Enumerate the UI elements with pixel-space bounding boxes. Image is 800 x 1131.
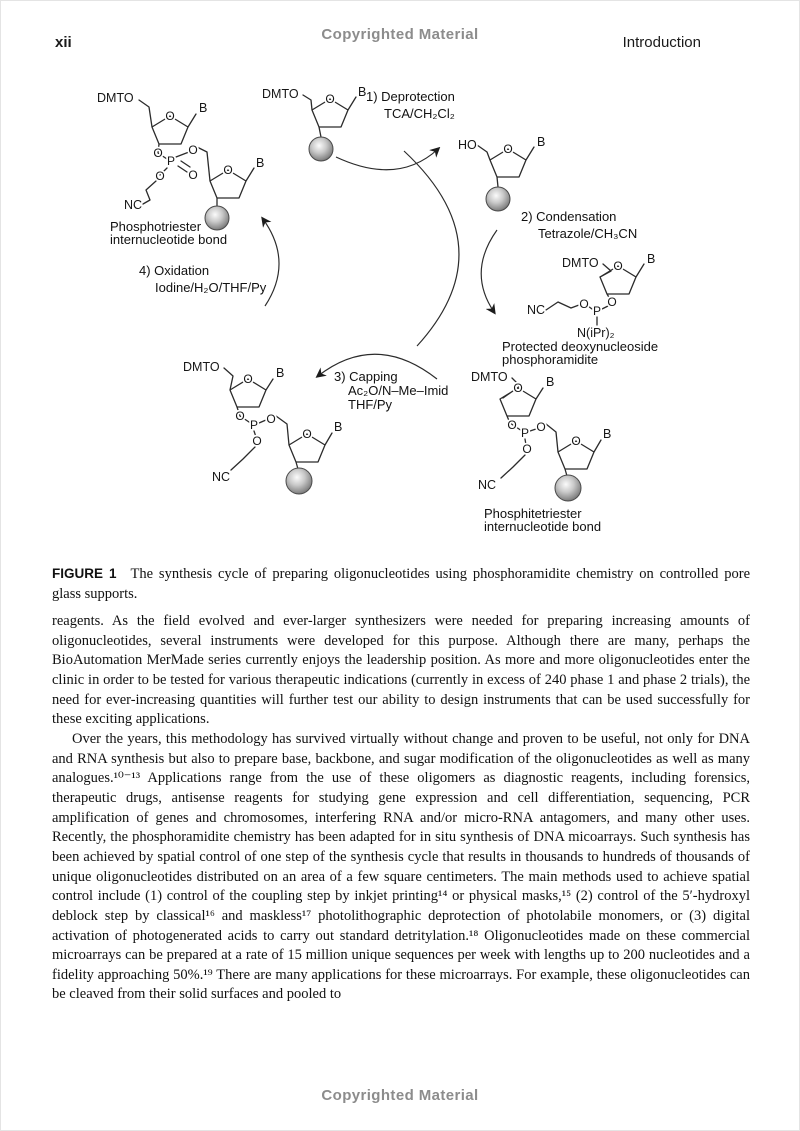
atom-label-b: B — [537, 135, 546, 149]
bottom-watermark: Copyrighted Material — [321, 1087, 479, 1104]
atom-label-p: P — [166, 154, 176, 168]
step4-reagents: Iodine/H₂O/THF/Py — [155, 280, 267, 295]
atom-label-dmto: DMTO — [183, 360, 220, 374]
atom-label-ho: HO — [458, 138, 477, 152]
atom-label-o: O — [607, 295, 617, 309]
atom-label-b: B — [603, 427, 612, 441]
atom-label-nc: NC — [124, 198, 143, 212]
atom-label-o: O — [579, 297, 589, 311]
atom-label-o: O — [235, 409, 245, 423]
atom-label-b: B — [276, 366, 285, 380]
step3-capping — [334, 369, 448, 412]
atom-label-dmto: DMTO — [562, 256, 599, 270]
atom-label-o: O — [223, 163, 233, 177]
atom-label-b: B — [358, 85, 367, 99]
step3-reagents2: THF/Py — [348, 397, 393, 412]
synthesis-cycle-diagram — [0, 75, 800, 545]
structure-support-dmt — [262, 85, 366, 161]
structure-phosphite-dimer — [183, 360, 342, 494]
atom-label-o: O — [503, 142, 513, 156]
atom-label-o: O — [188, 168, 198, 182]
atom-label-nc: NC — [212, 470, 231, 484]
atom-label-b: B — [334, 420, 343, 434]
atom-label-o: O — [188, 143, 198, 157]
atom-label-p: P — [249, 418, 259, 432]
cycle-circle-right — [404, 151, 459, 346]
step1-deprotection — [366, 89, 455, 121]
atom-label-o: O — [536, 420, 546, 434]
atom-label-o: O — [165, 109, 175, 123]
cpg-bead — [555, 475, 581, 501]
paragraph-1: reagents. As the field evolved and ever-larger synthesizers were needed for preparing increasing amounts of oligonucleotides, several instruments were developed for this purpose. Although there are many, perhaps the BioAutomation MerMade series currently enjoys the leadership position. As more and more oligonucleotides enter the clinic in order to be tested for various therapeutic indications (currently in excess of 240 phase 1 and phase 2 trials), the need for ever-increasing quantities will further test our ability to design instruments that can be used successfully for these exciting applications. — [52, 613, 750, 728]
cpg-bead — [309, 137, 333, 161]
atom-label-nc: NC — [527, 303, 546, 317]
structure-phosphoramidite — [502, 252, 658, 367]
step3-reagents: Ac₂O/N–Me–Imid — [348, 383, 449, 398]
structure-label: Phosphotriester — [110, 219, 202, 234]
structure-label: internucleotide bond — [110, 232, 228, 247]
page-number: xii — [55, 34, 72, 51]
body-text — [52, 612, 750, 1005]
structure-support-ho — [458, 135, 545, 211]
atom-label-o: O — [153, 146, 163, 160]
atom-label-p: P — [520, 426, 530, 440]
atom-label-dmto: DMTO — [97, 91, 134, 105]
structure-label: Protected deoxynucleoside — [502, 339, 659, 354]
atom-label-b: B — [256, 156, 265, 170]
atom-label-o: O — [266, 412, 276, 426]
atom-label-dmto: DMTO — [262, 87, 299, 101]
step4-label: 4) Oxidation — [139, 263, 210, 278]
atom-label-o: O — [325, 92, 335, 106]
atom-label-o: O — [571, 434, 581, 448]
cpg-bead — [286, 468, 312, 494]
cycle-arrow-condensation — [481, 230, 497, 312]
atom-label-o: O — [513, 381, 523, 395]
figure-caption — [52, 564, 750, 604]
atom-label-o: O — [252, 434, 262, 448]
atom-label-o: O — [522, 442, 532, 456]
top-watermark: Copyrighted Material — [321, 26, 479, 43]
figure-caption-text: The synthesis cycle of preparing oligonucleotides using phosphoramidite chemistry on controlled pore glass supports. — [52, 565, 750, 602]
step4-oxidation — [139, 263, 267, 295]
atom-label-dmto: DMTO — [471, 370, 508, 384]
atom-label-b: B — [199, 101, 208, 115]
atom-label-o: O — [302, 427, 312, 441]
step3-label: 3) Capping — [334, 369, 398, 384]
step1-label: 1) Deprotection — [366, 89, 455, 104]
atom-label-o: O — [507, 418, 517, 432]
step2-condensation — [521, 209, 637, 241]
structure-label: Phosphitetriester — [484, 506, 582, 521]
atom-label-o: O — [613, 259, 623, 273]
cycle-arrows — [263, 149, 497, 379]
atom-label-b: B — [647, 252, 656, 266]
step2-reagents: Tetrazole/CH₃CN — [538, 226, 638, 241]
atom-label-o: O — [243, 372, 253, 386]
step2-label: 2) Condensation — [521, 209, 617, 224]
cycle-arrow-deprotection — [336, 149, 438, 170]
structure-label: phosphoramidite — [502, 352, 599, 367]
structure-phosphotriester — [97, 91, 264, 247]
atom-label-o: O — [155, 169, 165, 183]
running-head: Introduction — [622, 34, 701, 51]
atom-label-nipr2: N(iPr)₂ — [577, 326, 615, 340]
paragraph-2: Over the years, this methodology has survived virtually without change and proven to be useful, not only for DNA and RNA synthesis but also to prepare base, backbone, and sugar modification of the oligonucleotides as well as many analogues.¹⁰⁻¹³ Applications range from the use of these oligomers as diagnostic reagents, including forensics, therapeutic drugs, antisense reagents for studying gene expression and cell differentiation, sequencing, PCR amplification of genes and chromosomes, interfering RNA and/or micro-RNA antagomers, and many other uses. Recently, the phosphoramidite chemistry has been adapted for in situ synthesis of DNA micoarrays. Such synthesis has been achieved by spatial control of one step of the synthesis cycle that results in thousands to hundreds of thousands of unique oligonucleotides distributed on an area of a few square centimeters. The main methods used to achieve spatial control include (1) control of the coupling step by inkjet printing¹⁴ or physical masks,¹⁵ (2) control of the 5′-hydroxyl deblock step by classical¹⁶ and maskless¹⁷ photolithographic deprotection of photolabile monomers, or (3) digital activation of photogenerated acids to carry out standard detritylation.¹⁸ Oligonucleotides made on these commercial microarrays can be prepared at a rate of 15 million unique sequences per week with lengths up to 200 nucleotides and a fidelity approaching 50%.¹⁹ There are many applications for these microarrays. For example, these oligonucleotides can be cleaved from their solid surfaces and pooled to — [52, 730, 750, 1003]
atom-label-p: P — [592, 304, 602, 318]
cpg-bead — [205, 206, 229, 230]
cpg-bead — [486, 187, 510, 211]
structure-phosphitetriester — [471, 370, 611, 534]
atom-label-b: B — [546, 375, 555, 389]
step1-reagents: TCA/CH₂Cl₂ — [384, 106, 455, 121]
figure-caption-label: FIGURE 1 — [52, 565, 117, 581]
structure-label: internucleotide bond — [484, 519, 602, 534]
atom-label-nc: NC — [478, 478, 497, 492]
